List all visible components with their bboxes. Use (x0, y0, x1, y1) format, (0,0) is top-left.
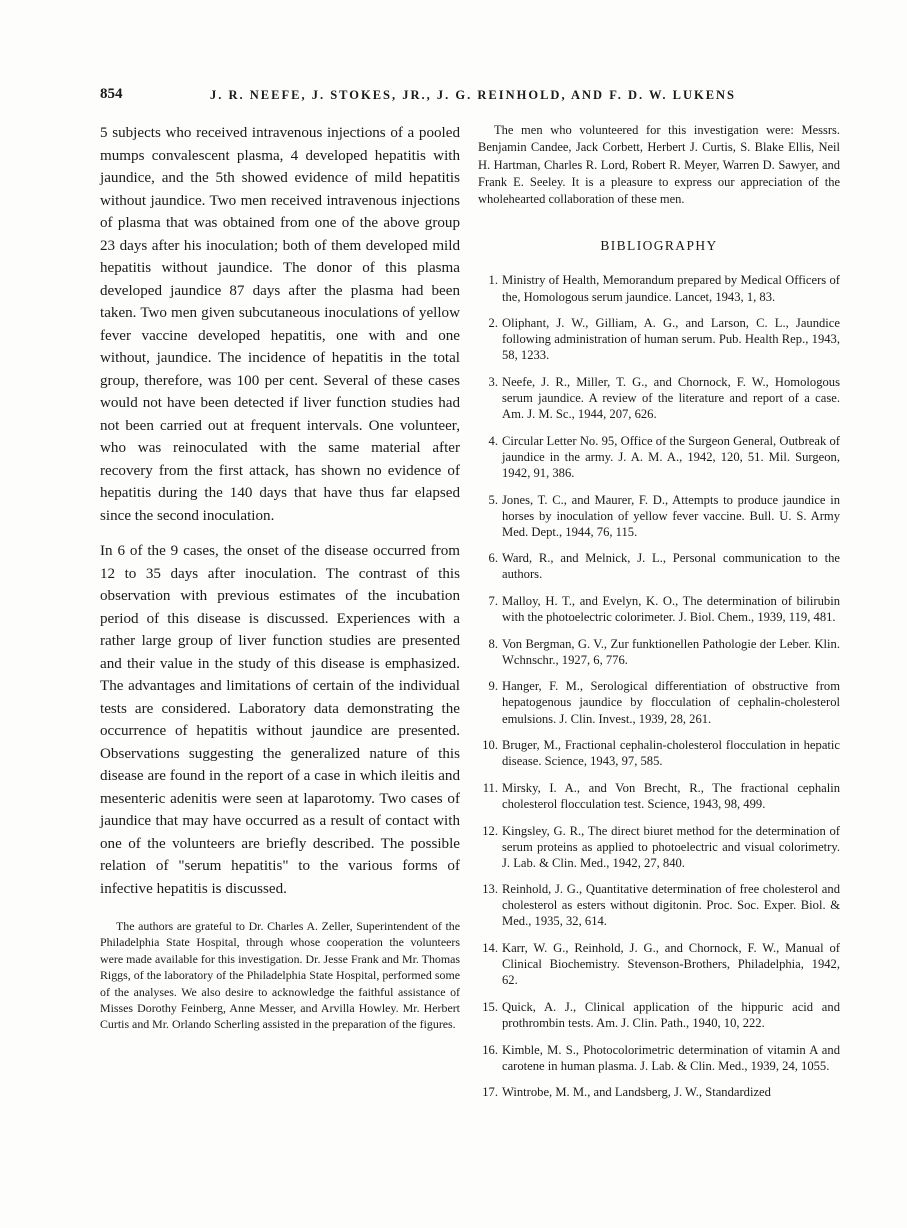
reference-item (478, 550, 840, 582)
reference-item (478, 593, 840, 625)
reference-text: Karr, W. G., Reinhold, J. G., and Chornock, F. W., Manual of Clinical Biochemistry. Stevenson-Brothers, Philadelphia, 1942, 62. (502, 941, 840, 988)
reference-number: 9. (488, 679, 498, 694)
reference-number: 7. (488, 593, 498, 608)
reference-number: 17. (482, 1085, 498, 1100)
reference-text: Ward, R., and Melnick, J. L., Personal communication to the authors. (502, 551, 840, 582)
reference-text: Von Bergman, G. V., Zur funktionellen Pathologie der Leber. Klin. Wchnschr., 1927, 6, 776. (502, 636, 840, 667)
reference-text: Neefe, J. R., Miller, T. G., and Chornock, F. W., Homologous serum jaundice. A review of the literature and report of a case. Am. J. M. Sc., 1944, 207, 626. (502, 374, 840, 422)
bibliography-list (478, 272, 840, 1100)
reference-text: Ministry of Health, Memorandum prepared by Medical Officers of the, Homologous serum jaundice. Lancet, 1943, 1, 83. (502, 273, 840, 304)
reference-number: 15. (482, 999, 498, 1014)
reference-item (478, 823, 840, 871)
reference-item (478, 737, 840, 769)
reference-number: 3. (488, 374, 498, 389)
reference-item (478, 678, 840, 726)
reference-item (478, 315, 840, 363)
running-head: J. R. NEEFE, J. STOKES, JR., J. G. REINHOLD, AND F. D. W. LUKENS (210, 88, 737, 102)
reference-item (478, 433, 840, 481)
reference-text: Quick, A. J., Clinical application of the hippuric acid and prothrombin tests. Am. J. Clin. Path., 1940, 10, 222. (502, 999, 840, 1030)
reference-number: 16. (482, 1042, 498, 1057)
reference-item (478, 940, 840, 988)
reference-number: 5. (488, 492, 498, 507)
reference-item (478, 780, 840, 812)
reference-text: Wintrobe, M. M., and Landsberg, J. W., Standardized (502, 1085, 771, 1100)
reference-item (478, 999, 840, 1031)
reference-text: Circular Letter No. 95, Office of the Surgeon General, Outbreak of jaundice in the army. J. A. M. A., 1942, 120, 51. Mil. Surgeon, 1942, 91, 386. (502, 433, 840, 480)
reference-text: Reinhold, J. G., Quantitative determination of free cholesterol and cholesterol as esters without digitonin. Proc. Soc. Exper. Biol. & Med., 1935, 32, 614. (502, 882, 840, 929)
bibliography-heading: BIBLIOGRAPHY (600, 238, 718, 254)
reference-number: 2. (488, 316, 498, 331)
summary-paragraph-1: 5 subjects who received intravenous injections of a pooled mumps convalescent plasma, 4 developed hepatitis with jaundice, and the 5th showed evidence of mild hepatitis without jaundice. Two men received intravenous injections of plasma that was obtained from one of the above group 23 days after his inoculation; both of them developed mild hepatitis without jaundice. The donor of this plasma developed jaundice 87 days after the plasma had been taken. Two men given subcutaneous inoculations of yellow fever vaccine developed hepatitis, one with and one without, jaundice. The incidence of hepatitis in the total group, therefore, was 100 per cent. Several of these cases would not have been detected if liver function studies had not been carried out at frequent intervals. One volunteer, who was reinoculated with the same material after recovery from the first attack, has shown no evidence of hepatitis during the 140 days that have thus far elapsed since the second inoculation. (100, 125, 460, 524)
reference-item (478, 272, 840, 304)
reference-text: Malloy, H. T., and Evelyn, K. O., The determination of bilirubin with the photoelectric colorimeter. J. Biol. Chem., 1939, 119, 481. (502, 593, 840, 625)
reference-item (478, 636, 840, 668)
page-number: 854 (100, 86, 123, 102)
reference-number: 1. (488, 273, 498, 288)
reference-text: Kingsley, G. R., The direct biuret method for the determination of serum proteins as applied to photoelectric and visual colorimetry. J. Lab. & Clin. Med., 1942, 27, 840. (502, 823, 840, 870)
reference-text: Oliphant, J. W., Gilliam, A. G., and Larson, C. L., Jaundice following administration of human serum. Pub. Health Rep., 1943, 58, 1233. (502, 316, 840, 363)
reference-number: 12. (482, 823, 498, 838)
reference-item (478, 1042, 840, 1074)
reference-text: Bruger, M., Fractional cephalin-cholesterol flocculation in hepatic disease. Science, 1943, 97, 585. (502, 738, 840, 769)
reference-item (478, 374, 840, 422)
reference-item (478, 492, 840, 540)
volunteers-acknowledgment: The men who volunteered for this investigation were: Messrs. Benjamin Candee, Jack Corbett, Herbert J. Curtis, S. Blake Ellis, Neil H. Hartman, Charles R. Lord, Robert R. Meyer, Warren D. Sawyer, and Frank E. Seeley. It is a pleasure to express our appreciation of the wholehearted collaboration of these men. (478, 123, 840, 207)
authors-footnote: The authors are grateful to Dr. Charles A. Zeller, Superintendent of the Philadelphia State Hospital, through whose cooperation the volunteers were made available for this investigation. Dr. Jesse Frank and Mr. Thomas Riggs, of the laboratory of the Philadelphia State Hospital, performed some of the analyses. We also desire to acknowledge the faithful assistance of Misses Dorothy Feinberg, Anne Messer, and Arvilla Howley. Mr. Herbert Curtis and Mr. Orlando Scherling assisted in the preparation of the figures. (100, 919, 460, 1032)
reference-item (478, 881, 840, 929)
reference-number: 13. (482, 882, 498, 897)
left-column (100, 122, 460, 1045)
reference-text: Jones, T. C., and Maurer, F. D., Attempts to produce jaundice in horses by inoculation of yellow fever vaccine. Bull. U. S. Army Med. Dept., 1944, 76, 115. (502, 492, 840, 539)
reference-text: Hanger, F. M., Serological differentiation of obstructive from hepatogenous jaundice by flocculation of cephalin-cholesterol emulsions. J. Clin. Invest., 1939, 28, 261. (502, 679, 840, 726)
summary-paragraph-2: In 6 of the 9 cases, the onset of the disease occurred from 12 to 35 days after inoculation. The contrast of this observation with previous estimates of the incubation period of this disease is discussed. Experiences with a rather large group of liver function studies are presented and their value in the study of this disease is emphasized. The advantages and limitations of certain of the individual tests are considered. Laboratory data demonstrating the occurrence of hepatitis without jaundice are presented. Observations suggesting the generalized nature of this disease are found in the report of a case in which ileitis and mesenteric adenitis were seen at laparotomy. Two cases of jaundice that may have occurred as a result of contact with one of the volunteers are briefly described. The possible relation of "serum hepatitis" to the various forms of infective hepatitis is discussed. (100, 543, 460, 897)
reference-number: 8. (488, 636, 498, 651)
reference-number: 6. (488, 551, 498, 566)
reference-number: 14. (482, 941, 498, 956)
reference-text: Mirsky, I. A., and Von Brecht, R., The fractional cephalin cholesterol flocculation test. Science, 1943, 98, 499. (502, 780, 840, 811)
reference-text: Kimble, M. S., Photocolorimetric determination of vitamin A and carotene in human plasma. J. Lab. & Clin. Med., 1939, 24, 1055. (502, 1042, 840, 1073)
right-column (478, 122, 840, 1111)
reference-item (478, 1084, 840, 1100)
summary-text (100, 122, 460, 900)
reference-number: 10. (482, 738, 498, 753)
reference-number: 4. (488, 433, 498, 448)
reference-number: 11. (482, 780, 498, 795)
